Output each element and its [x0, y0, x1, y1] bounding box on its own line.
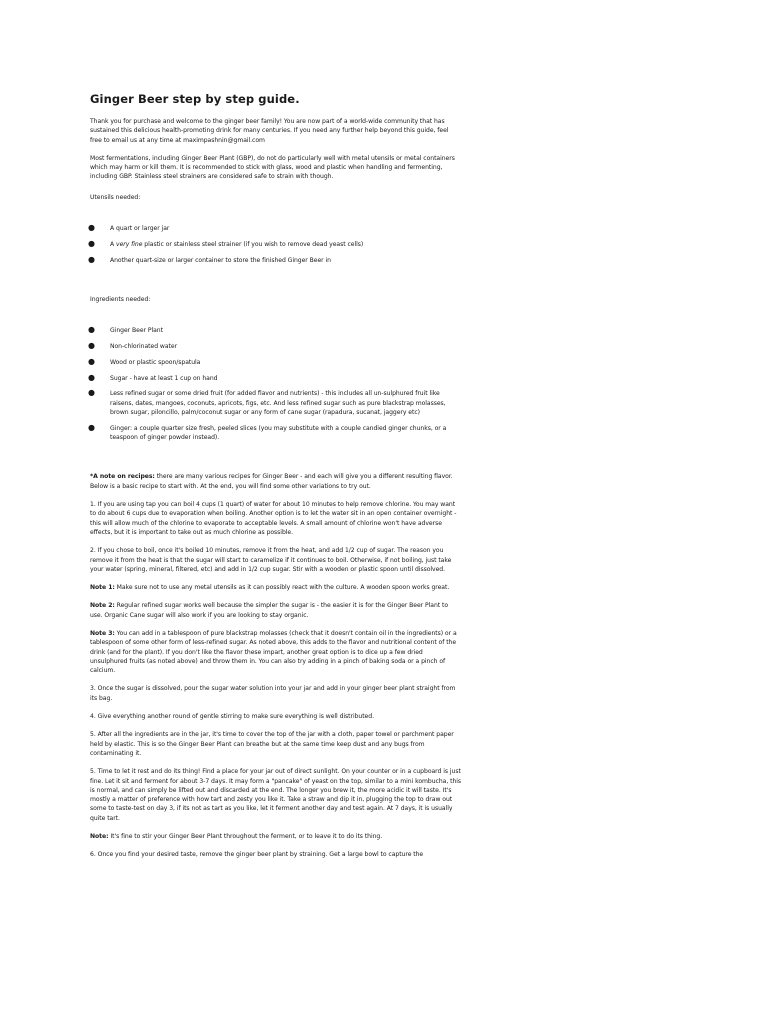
step-2: 2. If you chose to boil, once it's boiled 10 minutes, remove it from the heat, and add 1/2 cup of sugar. The reason you remove it from the heat is that the sugar will start to caramelize if it continues to boil. Otherwise, if not boiling, just take your water (spring, mineral, filtered, etc) and add in 1/2 cup sugar. Stir with a wooden or plastic spoon until dissolved.	[90, 547, 452, 573]
note-2-text: Regular refined sugar works well because the simpler the sugar is - the easier it is for the Ginger Beer Plant to use. Organic Cane sugar will also work if you are looking to stay organic.	[90, 602, 449, 619]
note-3-text: You can add in a tablespoon of pure blackstrap molasses (check that it doesn't contain oil in the ingredients) or a tablespoon of some other form of less-refined sugar. As noted above, this adds to the flavor and nutritional content of the drink (and for the plant). If you don't like the flavor these impart, another great option is to dice up a few dried unsulphured fruits (as noted above) and throw them in. You can also try adding in a pinch of baking soda or a pinch of calcium.	[90, 630, 457, 675]
ingredient-text: Wood or plastic spoon/spatula	[110, 358, 201, 366]
note-1	[90, 583, 462, 592]
list-item	[90, 374, 462, 383]
bullet-icon: ●	[88, 356, 95, 366]
bullet-icon: ●	[88, 388, 95, 398]
step-5-cover: 5. After all the ingredients are in the jar, it's time to cover the top of the jar with a cloth, paper towel or parchment paper held by elastic. This is so the Ginger Beer Plant can breathe but at the same time keep dust and any bugs from contaminating it.	[90, 731, 454, 757]
list-item	[90, 424, 462, 443]
list-item	[90, 389, 462, 417]
document-body	[90, 92, 462, 869]
ingredient-text: Ginger Beer Plant	[110, 327, 163, 335]
note-1-text: Make sure not to use any metal utensils as it can possibly react with the culture. A wooden spoon works great.	[114, 584, 450, 592]
ingredient-text: Less refined sugar or some dried fruit (for added flavor and nutrients) - this includes all un-sulphured fruit like raisens, dates, mangoes, coconuts, apricots, figs, etc. And less refined sugar such as pure blackstrap molasses, brown sugar, piloncillo, palm/coconut sugar or any form of cane sugar (rapadura, sucanat, jaggery etc)	[110, 390, 446, 417]
ingredients-list	[90, 326, 462, 442]
ingredient-text: Ginger: a couple quarter size fresh, peeled slices (you may substitute with a couple candied ginger chunks, or a teaspoon of ginger powder instead).	[110, 424, 447, 442]
bullet-icon: ●	[88, 223, 95, 233]
step-6: 6. Once you find your desired taste, remove the ginger beer plant by straining. Get a large bowl to capture the	[90, 851, 424, 859]
list-item	[90, 342, 462, 351]
list-item	[90, 224, 462, 233]
utensils-label: Utensils needed:	[90, 193, 141, 201]
utensil-text: Another quart-size or larger container to store the finished Ginger Beer in	[110, 256, 331, 264]
note-3	[90, 629, 462, 675]
note-stir	[90, 832, 462, 841]
list-item	[90, 358, 462, 367]
note-3-label: Note 3:	[90, 630, 115, 637]
bullet-icon: ●	[88, 422, 95, 432]
step-3: 3. Once the sugar is dissolved, pour the sugar water solution into your jar and add in your ginger beer plant straight from its bag.	[90, 685, 456, 702]
step-5-rest: 5. Time to let it rest and do its thing! Find a place for your jar out of direct sunlight. On your counter or in a cupboard is just fine. Let it sit and ferment for about 3-7 days. It may form a "pancake" of yeast on the top, similar to a mini kombucha, this is normal, and can simply be lifted out and discarded at the end. The longer you brew it, the more acidic it will taste. It's mostly a matter of preference with how tart and zesty you like it. Take a straw and dip it in, plugging the top to draw out some to taste-test on day 3, if its not as tart as you like, let it ferment another day and test again. At 7 days, it is usually quite tart.	[90, 768, 462, 822]
utensil-text: A	[110, 240, 117, 248]
utensils-list	[90, 224, 462, 265]
utensil-emphasis: very fine	[116, 240, 143, 248]
bullet-icon: ●	[88, 372, 95, 382]
list-item	[90, 240, 462, 249]
note-label: Note:	[90, 833, 109, 841]
fermentation-paragraph: Most fermentations, including Ginger Beer Plant (GBP), do not do particularly well with metal utensils or metal containers which may harm or kill them. It is recommended to stick with glass, wood and plastic when handling and fermenting, including GBP. Stainless steel strainers are considered safe to strain with though.	[90, 154, 455, 181]
note-2-label: Note 2:	[90, 602, 115, 610]
ingredient-text: Sugar - have at least 1 cup on hand	[110, 374, 218, 382]
list-item	[90, 326, 462, 335]
note-text: It's fine to stir your Ginger Beer Plant throughout the ferment, or to leave it to do its thing.	[108, 833, 383, 841]
recipes-note-text: there are many various recipes for Ginger Beer - and each will give you a different resulting flavor. Below is a basic recipe to start with. At the end, you will find some other variations to try out.	[90, 473, 453, 490]
bullet-icon: ●	[88, 325, 95, 335]
ingredients-label: Ingredients needed:	[90, 295, 151, 303]
bullet-icon: ●	[88, 238, 95, 248]
step-4: 4. Give everything another round of gentle stirring to make sure everything is well distributed.	[90, 713, 374, 721]
bullet-icon: ●	[88, 341, 95, 351]
document-title: Ginger Beer step by step guide.	[90, 92, 300, 106]
intro-paragraph: Thank you for purchase and welcome to the ginger beer family! You are now part of a world-wide community that has sustained this delicious health-promoting drink for many centuries. If you need any further help beyond this guide, feel free to email us at any time at maximpashnin@gmail.com	[90, 118, 449, 144]
utensil-text: plastic or stainless steel strainer (if you wish to remove dead yeast cells)	[142, 240, 364, 248]
step-1: 1. If you are using tap you can boil 4 cups (1 quart) of water for about 10 minutes to help remove chlorine. You may want to do about 6 cups due to evaporation when boiling. Another option is to let the water sit in an open container overnight - this will allow much of the chlorine to evaporate to acceptable levels. A small amount of chlorine won't have adverse effects, but it is important to take out as much chlorine as possible.	[90, 501, 457, 536]
note-1-label: Note 1:	[90, 584, 115, 592]
recipes-note-label: *A note on recipes:	[90, 473, 155, 481]
ingredient-text: Non-chlorinated water	[110, 343, 178, 351]
list-item	[90, 256, 462, 265]
bullet-icon: ●	[88, 254, 95, 264]
recipes-note	[90, 472, 462, 491]
note-2	[90, 601, 462, 620]
utensil-text: A quart or larger jar	[110, 225, 170, 233]
